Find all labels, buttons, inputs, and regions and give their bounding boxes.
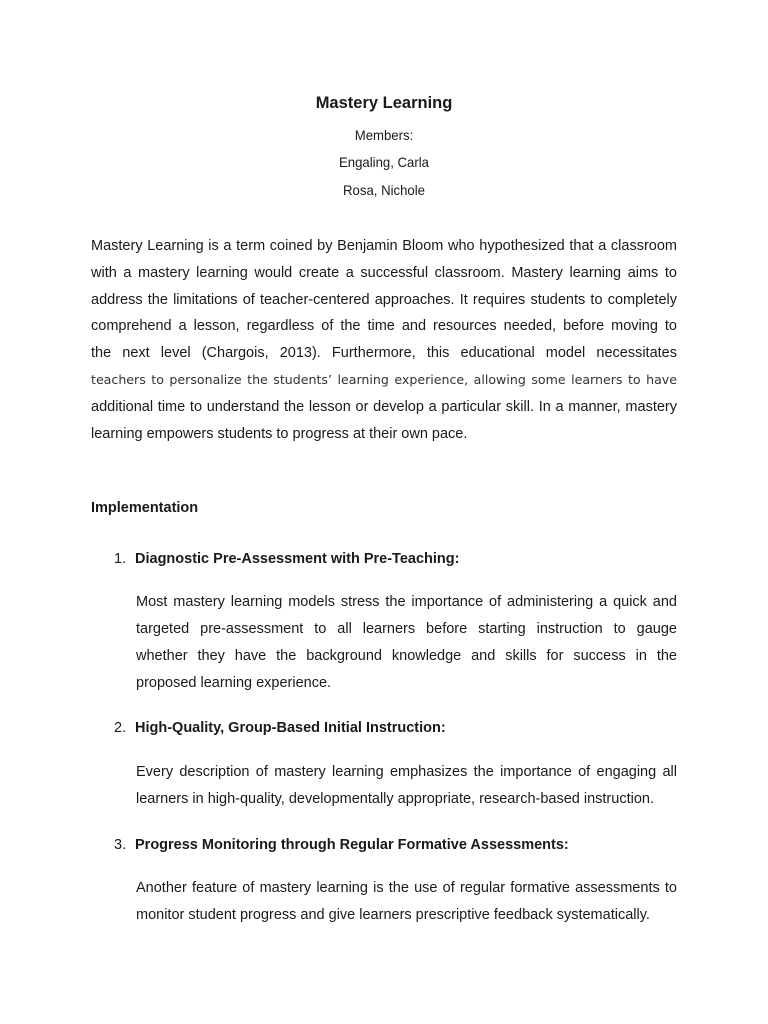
paragraph-line: learning empowers students to progress at their own pace. bbox=[91, 425, 468, 442]
list-item-body bbox=[136, 759, 677, 813]
list-item-body bbox=[136, 875, 677, 929]
list-item-heading bbox=[114, 718, 446, 738]
member-name: Engaling, Carla bbox=[338, 154, 429, 170]
paragraph-line: the next level (Chargois, 2013). Furthermore, this educational model necessitates bbox=[91, 345, 677, 362]
paragraph-line: comprehend a lesson, regardless of the time and resources needed, before moving to bbox=[91, 318, 677, 335]
intro-paragraph bbox=[91, 233, 677, 447]
paragraph-line: additional time to understand the lesson or develop a particular skill. In a manner, mastery bbox=[91, 398, 677, 415]
list-number: 1. bbox=[114, 551, 127, 567]
list-item-title: High-Quality, Group-Based Initial Instruction: bbox=[135, 720, 446, 736]
paragraph-line: whether they have the background knowledge and skills for success in the bbox=[136, 648, 677, 664]
paragraph-line: learners in high-quality, developmentally appropriate, research-based instruction. bbox=[136, 791, 654, 807]
paragraph-line: proposed learning experience. bbox=[136, 675, 332, 691]
list-item-heading bbox=[114, 835, 569, 855]
paragraph-line: Another feature of mastery learning is the use of regular formative assessments to bbox=[136, 880, 677, 896]
list-item-heading bbox=[114, 549, 459, 569]
paragraph-line: Mastery Learning is a term coined by Benjamin Bloom who hypothesized that a classroom bbox=[91, 238, 677, 254]
paragraph-line: monitor student progress and give learners prescriptive feedback systematically. bbox=[136, 907, 650, 923]
member-name: Rosa, Nichole bbox=[343, 182, 425, 198]
paragraph-line: teachers to personalize the students’ learning experience, allowing some learners to have bbox=[91, 371, 677, 387]
paragraph-line: with a mastery learning would create a successful classroom. Mastery learning aims to bbox=[91, 264, 677, 281]
paragraph-line: address the limitations of teacher-centered approaches. It requires students to completely bbox=[91, 291, 677, 308]
section-heading: Implementation bbox=[91, 500, 199, 516]
paragraph-line: targeted pre-assessment to all learners before starting instruction to gauge bbox=[136, 621, 677, 637]
paragraph-line: Every description of mastery learning emphasizes the importance of engaging all bbox=[136, 764, 677, 780]
list-number: 2. bbox=[114, 720, 127, 736]
document-title: Mastery Learning bbox=[315, 94, 453, 112]
list-item-title: Diagnostic Pre-Assessment with Pre-Teaching: bbox=[135, 551, 460, 567]
list-item-title: Progress Monitoring through Regular Formative Assessments: bbox=[135, 837, 569, 853]
list-number: 3. bbox=[114, 837, 127, 853]
members-label: Members: bbox=[354, 127, 414, 143]
paragraph-line: Most mastery learning models stress the importance of administering a quick and bbox=[136, 594, 677, 610]
list-item-body bbox=[136, 589, 677, 697]
